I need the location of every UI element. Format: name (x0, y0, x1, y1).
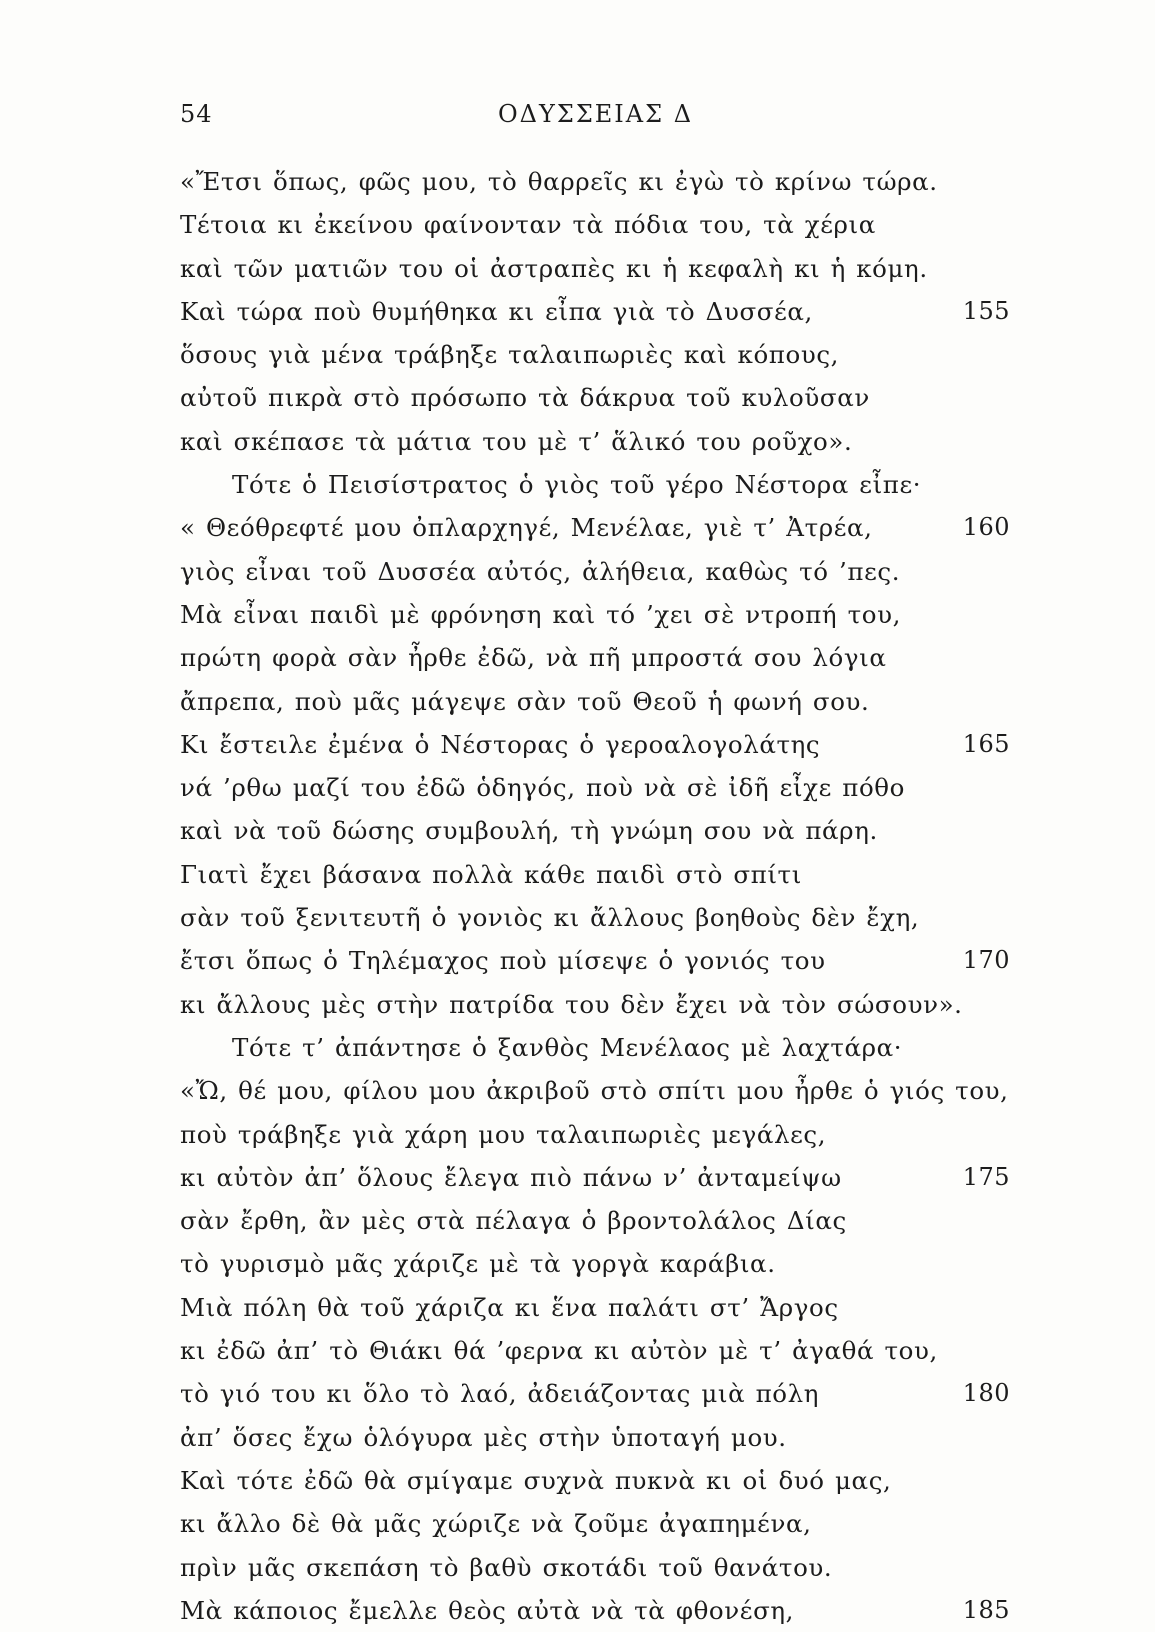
verse-text: ἀπ’ ὅσες ἔχω ὁλόγυρα μὲς στὴν ὑποταγή μου. (180, 1422, 787, 1452)
verse-text: κι ἄλλους μὲς στὴν πατρίδα του δὲν ἔχει νὰ τὸν σώσουν». (180, 989, 963, 1019)
verse-text: Κι ἔστειλε ἐμένα ὁ Νέστορας ὁ γεροαλογολάτης (180, 729, 821, 759)
line-number: 155 (962, 296, 1010, 325)
verse-line (180, 1372, 1010, 1415)
verse-text: καὶ τῶν ματιῶν του οἱ ἀστραπὲς κι ἡ κεφαλὴ κι ἡ κόμη. (180, 253, 928, 283)
line-number: 160 (962, 513, 1010, 542)
verse-text: «Ὤ, θέ μου, φίλου μου ἀκριβοῦ στὸ σπίτι μου ἦρθε ὁ γιός του, (180, 1076, 1009, 1106)
verse-line (180, 636, 1010, 679)
verse-line (180, 203, 1010, 246)
verse-text: ποὺ τράβηξε γιὰ χάρη μου ταλαιπωριὲς μεγάλες, (180, 1119, 827, 1149)
page-number: 54 (180, 100, 213, 128)
verse-text: κι ἐδῶ ἀπ’ τὸ Θιάκι θά ’φερνα κι αὐτὸν μὲ τ’ ἀγαθά του, (180, 1336, 938, 1366)
verse-line (180, 1286, 1010, 1329)
verse-text: τὸ γυρισμὸ μᾶς χάριζε μὲ τὰ γοργὰ καράβια. (180, 1249, 776, 1279)
verse-text: Μὰ κάποιος ἔμελλε θεὸς αὐτὰ νὰ τὰ φθονέση, (180, 1595, 795, 1625)
verse-line (180, 766, 1010, 809)
verse-line (180, 247, 1010, 290)
page-header (180, 100, 1010, 136)
verse-text: Τότε ὁ Πεισίστρατος ὁ γιὸς τοῦ γέρο Νέστορα εἶπε· (232, 470, 922, 500)
running-title: ΟΔΥΣΣΕΙΑΣ Δ (498, 100, 694, 128)
verse-line (180, 506, 1010, 549)
verse-line (180, 1113, 1010, 1156)
verse-line (180, 983, 1010, 1026)
verse-line (180, 593, 1010, 636)
verse-line (180, 333, 1010, 376)
verse-line (180, 939, 1010, 982)
verse-line (180, 896, 1010, 939)
verse-text: σὰν τοῦ ξενιτευτῆ ὁ γονιὸς κι ἄλλους βοηθοὺς δὲν ἔχη, (180, 903, 920, 933)
verse-text: « Θεόθρεφτέ μου ὀπλαρχηγέ, Μενέλαε, γιὲ τ’ Ἀτρέα, (180, 513, 873, 543)
verse-line (180, 680, 1010, 723)
verse-line (180, 1026, 1010, 1069)
verse-text: Καὶ τότε ἐδῶ θὰ σμίγαμε συχνὰ πυκνὰ κι οἱ δυό μας, (180, 1465, 892, 1495)
line-number: 165 (962, 729, 1010, 758)
verse-line (180, 1199, 1010, 1242)
verse-line (180, 809, 1010, 852)
verse-text: κι αὐτὸν ἀπ’ ὅλους ἔλεγα πιὸ πάνω ν’ ἀνταμείψω (180, 1162, 842, 1192)
line-number: 180 (962, 1379, 1010, 1408)
verse-line (180, 1546, 1010, 1589)
verse-line (180, 290, 1010, 333)
verse-text: κι ἄλλο δὲ θὰ μᾶς χώριζε νὰ ζοῦμε ἀγαπημένα, (180, 1509, 812, 1539)
verse-text: Μὰ εἶναι παιδὶ μὲ φρόνηση καὶ τό ’χει σὲ ντροπή του, (180, 599, 901, 629)
verse-line (180, 1502, 1010, 1545)
verse-text: γιὸς εἶναι τοῦ Δυσσέα αὐτός, ἀλήθεια, καθὼς τό ’πες. (180, 556, 901, 586)
verse-line (180, 463, 1010, 506)
verse-text: καὶ σκέπασε τὰ μάτια του μὲ τ’ ἅλικό του ροῦχο». (180, 426, 853, 456)
verse-text: ἄπρεπα, ποὺ μᾶς μάγεψε σὰν τοῦ Θεοῦ ἡ φωνή σου. (180, 686, 870, 716)
verse-line (180, 1242, 1010, 1285)
line-number: 170 (962, 946, 1010, 975)
verse-line (180, 1069, 1010, 1112)
verse-line (180, 1416, 1010, 1459)
line-number: 175 (962, 1162, 1010, 1191)
verse-text: καὶ νὰ τοῦ δώσης συμβουλή, τὴ γνώμη σου νὰ πάρη. (180, 816, 878, 846)
verse-text: ὅσους γιὰ μένα τράβηξε ταλαιπωριὲς καὶ κόπους, (180, 340, 840, 370)
verse-block (180, 160, 1010, 1632)
verse-text: «Ἔτσι ὅπως, φῶς μου, τὸ θαρρεῖς κι ἐγὼ τὸ κρίνω τώρα. (180, 167, 938, 196)
verse-line (180, 160, 1010, 203)
verse-text: νά ’ρθω μαζί του ἐδῶ ὁδηγός, ποὺ νὰ σὲ ἰδῆ εἶχε πόθο (180, 773, 906, 803)
verse-line (180, 1329, 1010, 1372)
verse-line (180, 550, 1010, 593)
verse-text: Γιατὶ ἔχει βάσανα πολλὰ κάθε παιδὶ στὸ σπίτι (180, 859, 802, 889)
line-number: 185 (962, 1595, 1010, 1624)
verse-text: Τότε τ’ ἀπάντησε ὁ ξανθὸς Μενέλαος μὲ λαχτάρα· (232, 1032, 903, 1062)
verse-text: αὐτοῦ πικρὰ στὸ πρόσωπο τὰ δάκρυα τοῦ κυλοῦσαν (180, 383, 870, 413)
verse-text: ἔτσι ὅπως ὁ Τηλέμαχος ποὺ μίσεψε ὁ γονιός του (180, 946, 826, 976)
verse-line (180, 376, 1010, 419)
verse-text: Καὶ τώρα ποὺ θυμήθηκα κι εἶπα γιὰ τὸ Δυσσέα, (180, 296, 813, 326)
verse-line (180, 723, 1010, 766)
verse-text: πρὶν μᾶς σκεπάση τὸ βαθὺ σκοτάδι τοῦ θανάτου. (180, 1552, 833, 1582)
verse-text: τὸ γιό του κι ὅλο τὸ λαό, ἀδειάζοντας μιὰ πόλη (180, 1379, 820, 1409)
verse-text: σὰν ἔρθη, ἂν μὲς στὰ πέλαγα ὁ βροντολάλος Δίας (180, 1206, 847, 1236)
verse-text: πρώτη φορὰ σὰν ἦρθε ἐδῶ, νὰ πῆ μπροστά σου λόγια (180, 643, 887, 673)
verse-text: Τέτοια κι ἐκείνου φαίνονταν τὰ πόδια του, τὰ χέρια (180, 210, 876, 240)
verse-line (180, 420, 1010, 463)
verse-text: Μιὰ πόλη θὰ τοῦ χάριζα κι ἕνα παλάτι στ’ Ἄργος (180, 1292, 839, 1322)
verse-line (180, 1589, 1010, 1632)
verse-line (180, 853, 1010, 896)
verse-line (180, 1156, 1010, 1199)
verse-line (180, 1459, 1010, 1502)
